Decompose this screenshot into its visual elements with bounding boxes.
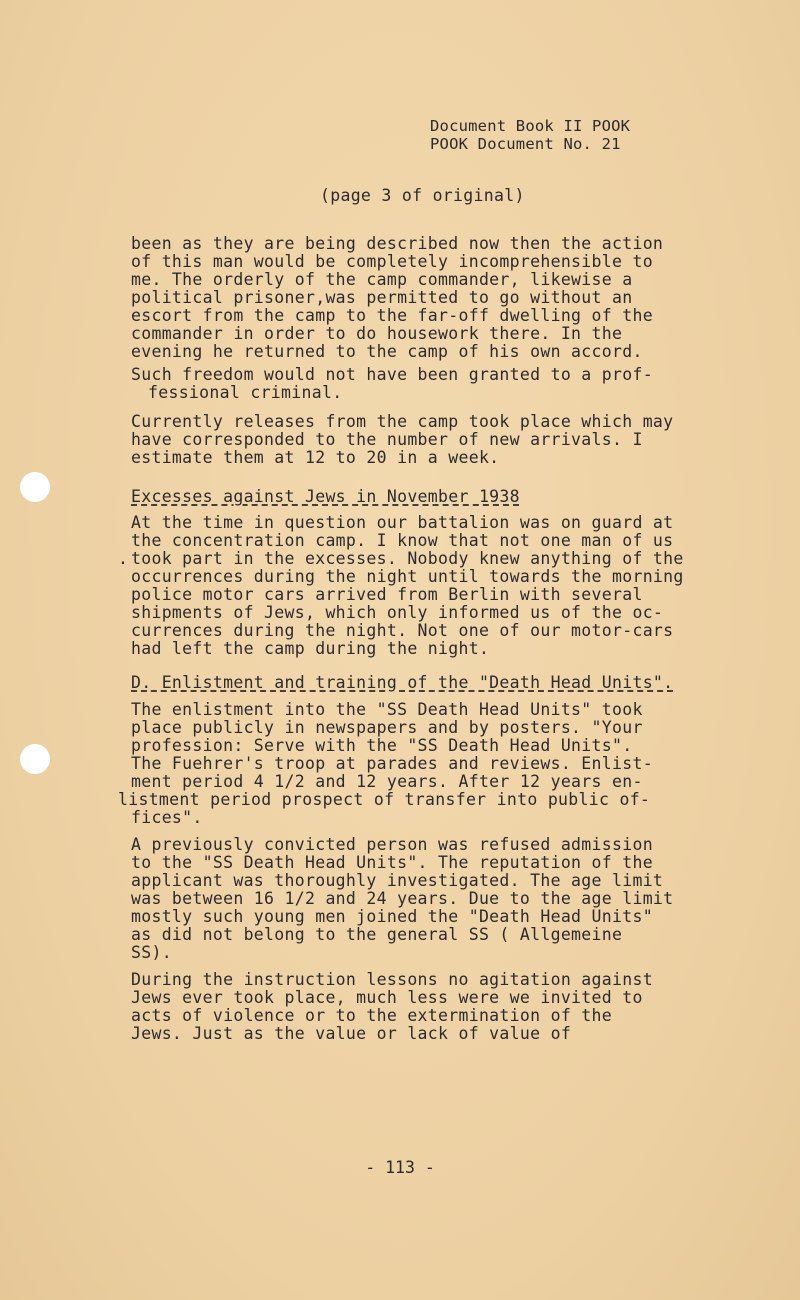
- doc-header-line-2: POOK Document No. 21: [430, 135, 621, 153]
- text-line: fices".: [131, 808, 203, 827]
- text-line: Such freedom would not have been granted to a prof-: [131, 365, 653, 384]
- text-line: shipments of Jews, which only informed us of the oc-: [131, 603, 664, 622]
- text-line: took part in the excesses. Nobody knew anything of the: [131, 549, 684, 568]
- text-line: mostly such young men joined the "Death Head Units": [131, 907, 653, 926]
- text-line: Currently releases from the camp took place which may: [131, 412, 674, 431]
- text-line: fessional criminal.: [148, 383, 343, 402]
- text-line: place publicly in newspapers and by posters. "Your: [131, 718, 643, 737]
- text-line: listment period prospect of transfer into public of-: [118, 790, 651, 809]
- punch-hole-bottom: [20, 744, 50, 774]
- text-line: evening he returned to the camp of his own accord.: [131, 342, 643, 361]
- page-number: - 113 -: [365, 1158, 435, 1177]
- text-line: commander in order to do housework there. In the: [131, 324, 623, 343]
- text-line: A previously convicted person was refused admission: [131, 835, 653, 854]
- text-line: profession: Serve with the "SS Death Head Units".: [131, 736, 633, 755]
- margin-mark: .: [118, 549, 129, 568]
- text-line: police motor cars arrived from Berlin with several: [131, 585, 643, 604]
- text-line: applicant was thoroughly investigated. The age limit: [131, 871, 664, 890]
- text-line: been as they are being described now then the action: [131, 234, 664, 253]
- text-line: political prisoner,was permitted to go without an: [131, 288, 633, 307]
- text-line: The Fuehrer's troop at parades and reviews. Enlist-: [131, 754, 653, 773]
- text-line: escort from the camp to the far-off dwelling of the: [131, 306, 653, 325]
- text-line: Jews ever took place, much less were we invited to: [131, 988, 643, 1007]
- text-line: was between 16 1/2 and 24 years. Due to the age limit: [131, 889, 674, 908]
- text-line: estimate them at 12 to 20 in a week.: [131, 448, 500, 467]
- text-line: as did not belong to the general SS ( Allgemeine: [131, 925, 623, 944]
- section-heading-excesses: Excesses against Jews in November 1938: [131, 487, 520, 506]
- text-line: acts of violence or to the extermination of the: [131, 1006, 612, 1025]
- text-line: me. The orderly of the camp commander, likewise a: [131, 270, 633, 289]
- text-line: The enlistment into the "SS Death Head Units" took: [131, 700, 643, 719]
- text-line: had left the camp during the night.: [131, 639, 490, 658]
- text-line: the concentration camp. I know that not one man of us: [131, 531, 674, 550]
- doc-header-line-1: Document Book II POOK: [430, 117, 631, 135]
- text-line: During the instruction lessons no agitation against: [131, 970, 653, 989]
- text-line: currences during the night. Not one of our motor-cars: [131, 621, 674, 640]
- text-line: have corresponded to the number of new arrivals. I: [131, 430, 643, 449]
- text-line: ment period 4 1/2 and 12 years. After 12 years en-: [131, 772, 643, 791]
- text-line: to the "SS Death Head Units". The reputation of the: [131, 853, 653, 872]
- text-line: SS).: [131, 943, 172, 962]
- page-reference: (page 3 of original): [320, 186, 525, 205]
- punch-hole-top: [20, 472, 50, 502]
- text-line: Jews. Just as the value or lack of value of: [131, 1024, 572, 1043]
- text-line: of this man would be completely incomprehensible to: [131, 252, 653, 271]
- text-line: At the time in question our battalion was on guard at: [131, 513, 674, 532]
- text-line: occurrences during the night until towards the morning: [131, 567, 684, 586]
- section-heading-enlistment: D. Enlistment and training of the "Death Head Units".: [131, 673, 674, 692]
